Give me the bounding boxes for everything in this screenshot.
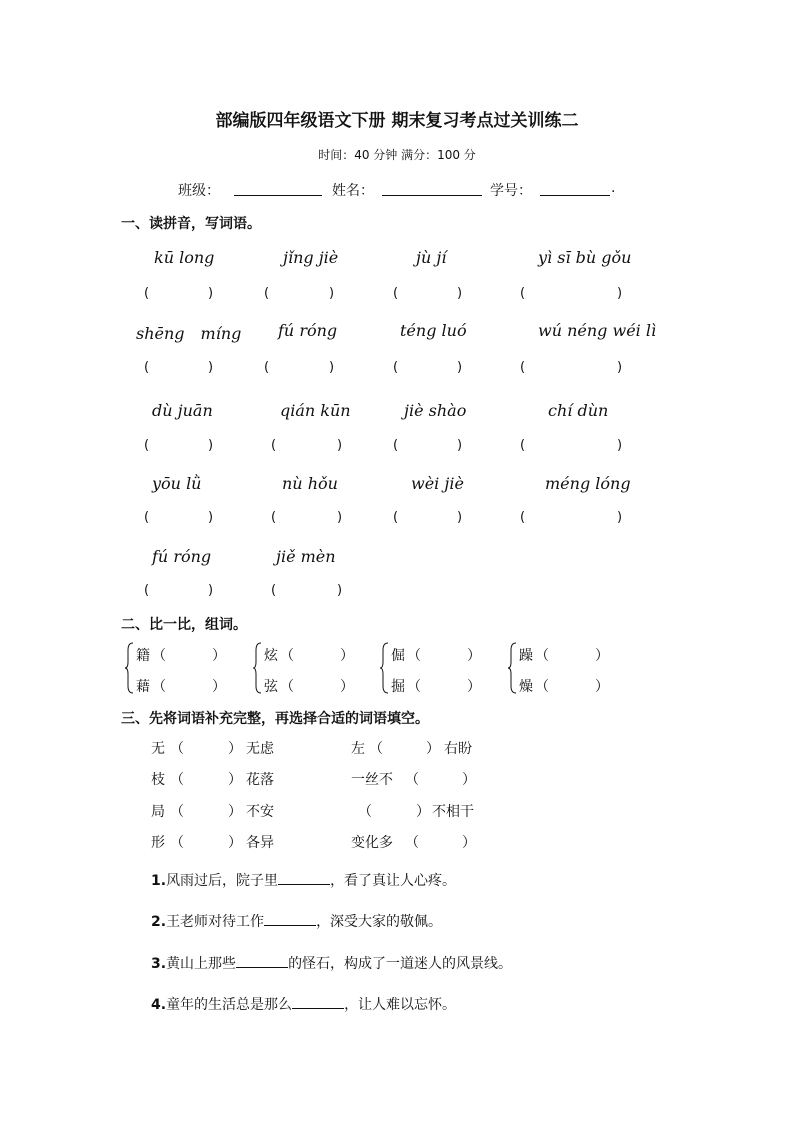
answer-box-open: ( bbox=[393, 510, 399, 525]
answer-box-close: ) bbox=[329, 360, 335, 375]
answer-box-close: ) bbox=[208, 360, 214, 375]
answer-box-close: ） bbox=[462, 835, 476, 851]
answer-box-close: ） bbox=[228, 804, 242, 820]
idiom-suffix: 不安 bbox=[246, 804, 274, 820]
answer-box-close: ） bbox=[212, 648, 226, 664]
answer-box-open: （ bbox=[535, 679, 549, 695]
idiom-suffix: 花落 bbox=[246, 772, 274, 788]
answer-box-open: （ bbox=[152, 679, 166, 695]
answer-box-open: ( bbox=[264, 360, 270, 375]
idiom-prefix: 形 bbox=[151, 835, 165, 851]
answer-box-open: （ bbox=[170, 772, 184, 788]
answer-box-open: （ bbox=[405, 835, 419, 851]
answer-box-open: ( bbox=[144, 510, 150, 525]
answer-box-close: ） bbox=[340, 679, 354, 695]
answer-box-open: ( bbox=[144, 360, 150, 375]
answer-box-open: ( bbox=[144, 438, 150, 453]
answer-box-close: ) bbox=[457, 286, 463, 301]
idiom-prefix: 局 bbox=[151, 804, 165, 820]
answer-box-open: ( bbox=[393, 286, 399, 301]
answer-box-open: （ bbox=[405, 772, 419, 788]
id-label: 学号： bbox=[490, 183, 532, 199]
answer-box-close: ） bbox=[212, 679, 226, 695]
answer-box-open: （ bbox=[407, 648, 421, 664]
answer-box-close: ） bbox=[228, 741, 242, 757]
pinyin-item: téng luó bbox=[400, 321, 467, 340]
answer-box-close: ） bbox=[462, 772, 476, 788]
answer-box-open: ( bbox=[520, 286, 526, 301]
answer-box-open: （ bbox=[280, 648, 294, 664]
pinyin-item: wú néng wéi lì bbox=[538, 321, 657, 340]
answer-box-open: （ bbox=[358, 804, 372, 820]
answer-box-close: ) bbox=[457, 438, 463, 453]
sentence-text: ，让人难以忘怀。 bbox=[344, 997, 457, 1013]
exam-meta: 时间：40 分钟 满分：100 分 bbox=[318, 148, 476, 162]
answer-box-open: ( bbox=[520, 360, 526, 375]
answer-box-open: （ bbox=[170, 741, 184, 757]
answer-box-open: （ bbox=[407, 679, 421, 695]
answer-box-open: ( bbox=[264, 286, 270, 301]
idiom-prefix: 无 bbox=[151, 741, 165, 757]
sentence-number: 3. bbox=[151, 956, 167, 972]
answer-box-close: ） bbox=[228, 772, 242, 788]
sentence-text: 童年的生活总是那么 bbox=[166, 997, 293, 1013]
pinyin-item: yì sī bù gǒu bbox=[538, 248, 632, 267]
pinyin-item: shēng míng bbox=[136, 324, 242, 343]
compare-char: 弦 bbox=[264, 679, 278, 695]
answer-box-open: （ bbox=[535, 648, 549, 664]
answer-box-open: ( bbox=[144, 286, 150, 301]
answer-blank[interactable] bbox=[292, 996, 344, 1009]
pinyin-item: méng lóng bbox=[545, 474, 631, 493]
answer-box-open: （ bbox=[170, 804, 184, 820]
pinyin-item: fú róng bbox=[152, 547, 212, 566]
compare-char: 燥 bbox=[519, 679, 533, 695]
answer-box-close: ) bbox=[337, 510, 343, 525]
answer-box-close: ) bbox=[208, 583, 214, 598]
answer-box-close: ) bbox=[617, 510, 623, 525]
fill-sentence bbox=[151, 994, 456, 1014]
answer-box-close: ) bbox=[617, 286, 623, 301]
page-title: 部编版四年级语文下册 期末复习考点过关训练二 bbox=[215, 111, 579, 131]
answer-box-open: ( bbox=[393, 438, 399, 453]
class-label: 班级： bbox=[178, 183, 220, 199]
compare-char: 倔 bbox=[391, 648, 405, 664]
answer-box-close: ） bbox=[426, 741, 440, 757]
answer-box-open: ( bbox=[393, 360, 399, 375]
answer-box-close: ) bbox=[457, 510, 463, 525]
answer-box-open: ( bbox=[144, 583, 150, 598]
answer-box-close: ) bbox=[337, 583, 343, 598]
sentence-text: 黄山上那些 bbox=[166, 956, 237, 972]
pinyin-item: jù jí bbox=[416, 248, 447, 267]
id-blank[interactable] bbox=[540, 181, 610, 200]
answer-box-close: ) bbox=[457, 360, 463, 375]
idiom-prefix: 左 bbox=[351, 741, 365, 757]
sentence-text: 王老师对待工作 bbox=[166, 914, 265, 930]
pinyin-item: kū long bbox=[154, 248, 215, 267]
answer-box-close: ） bbox=[595, 648, 609, 664]
fill-sentence bbox=[151, 953, 512, 973]
pinyin-item: nù hǒu bbox=[282, 474, 338, 493]
answer-box-close: ） bbox=[595, 679, 609, 695]
idiom-suffix: 右盼 bbox=[444, 741, 472, 757]
name-blank[interactable] bbox=[382, 181, 482, 200]
answer-box-open: （ bbox=[280, 679, 294, 695]
answer-box-close: ) bbox=[617, 438, 623, 453]
answer-box-close: ） bbox=[340, 648, 354, 664]
pinyin-item: jǐng jiè bbox=[283, 248, 339, 267]
pinyin-item: jiě mèn bbox=[276, 547, 336, 566]
idiom-prefix: 枝 bbox=[151, 772, 165, 788]
pinyin-item: fú róng bbox=[278, 321, 338, 340]
answer-box-close: ) bbox=[337, 438, 343, 453]
compare-char: 掘 bbox=[391, 679, 405, 695]
answer-box-open: ( bbox=[520, 438, 526, 453]
answer-box-close: ) bbox=[208, 286, 214, 301]
sentence-text: ，看了真让人心疼。 bbox=[330, 873, 457, 889]
sentence-number: 2. bbox=[151, 914, 167, 930]
answer-box-open: ( bbox=[271, 510, 277, 525]
answer-blank[interactable] bbox=[264, 913, 316, 926]
section-2-heading: 二、比一比，组词。 bbox=[121, 617, 247, 633]
brace-icon bbox=[508, 642, 518, 694]
answer-box-open: （ bbox=[369, 741, 383, 757]
answer-box-open: ( bbox=[271, 583, 277, 598]
sentence-number: 1. bbox=[151, 873, 167, 889]
fill-sentence bbox=[151, 911, 442, 931]
pinyin-item: qián kūn bbox=[280, 401, 351, 420]
sentence-number: 4. bbox=[151, 997, 167, 1013]
compare-char: 籍 bbox=[136, 648, 150, 664]
class-blank[interactable] bbox=[234, 181, 322, 200]
answer-box-close: ） bbox=[467, 648, 481, 664]
brace-icon bbox=[380, 642, 390, 694]
pinyin-item: chí dùn bbox=[548, 401, 609, 420]
idiom-prefix: 一丝不 bbox=[351, 772, 393, 788]
info-end-mark: . bbox=[611, 180, 616, 196]
answer-box-open: ( bbox=[520, 510, 526, 525]
answer-box-open: ( bbox=[271, 438, 277, 453]
compare-char: 藉 bbox=[136, 679, 150, 695]
answer-box-close: ） bbox=[228, 835, 242, 851]
compare-char: 躁 bbox=[519, 648, 533, 664]
answer-blank[interactable] bbox=[236, 955, 288, 968]
idiom-suffix: 无虑 bbox=[246, 741, 274, 757]
answer-box-close: ） bbox=[416, 804, 430, 820]
answer-box-close: ) bbox=[329, 286, 335, 301]
pinyin-item: yōu lǜ bbox=[152, 474, 202, 493]
answer-blank[interactable] bbox=[278, 872, 330, 885]
answer-box-close: ) bbox=[208, 438, 214, 453]
idiom-suffix: 各异 bbox=[246, 835, 274, 851]
sentence-text: ，深受大家的敬佩。 bbox=[316, 914, 443, 930]
idiom-prefix: 变化多 bbox=[351, 835, 393, 851]
answer-box-open: （ bbox=[152, 648, 166, 664]
answer-box-close: ) bbox=[208, 510, 214, 525]
section-1-heading: 一、读拼音，写词语。 bbox=[121, 216, 261, 232]
answer-box-close: ） bbox=[467, 679, 481, 695]
answer-box-close: ) bbox=[617, 360, 623, 375]
brace-icon bbox=[253, 642, 263, 694]
section-3-heading: 三、先将词语补充完整，再选择合适的词语填空。 bbox=[121, 711, 429, 727]
compare-char: 炫 bbox=[264, 648, 278, 664]
sentence-text: 的怪石，构成了一道迷人的风景线。 bbox=[288, 956, 513, 972]
pinyin-item: dù juān bbox=[152, 401, 213, 420]
pinyin-item: jiè shào bbox=[404, 401, 467, 420]
brace-icon bbox=[125, 642, 135, 694]
fill-sentence bbox=[151, 870, 456, 890]
sentence-text: 风雨过后，院子里 bbox=[166, 873, 279, 889]
name-label: 姓名： bbox=[332, 183, 374, 199]
answer-box-open: （ bbox=[170, 835, 184, 851]
pinyin-item: wèi jiè bbox=[411, 474, 464, 493]
idiom-suffix: 不相干 bbox=[432, 804, 474, 820]
